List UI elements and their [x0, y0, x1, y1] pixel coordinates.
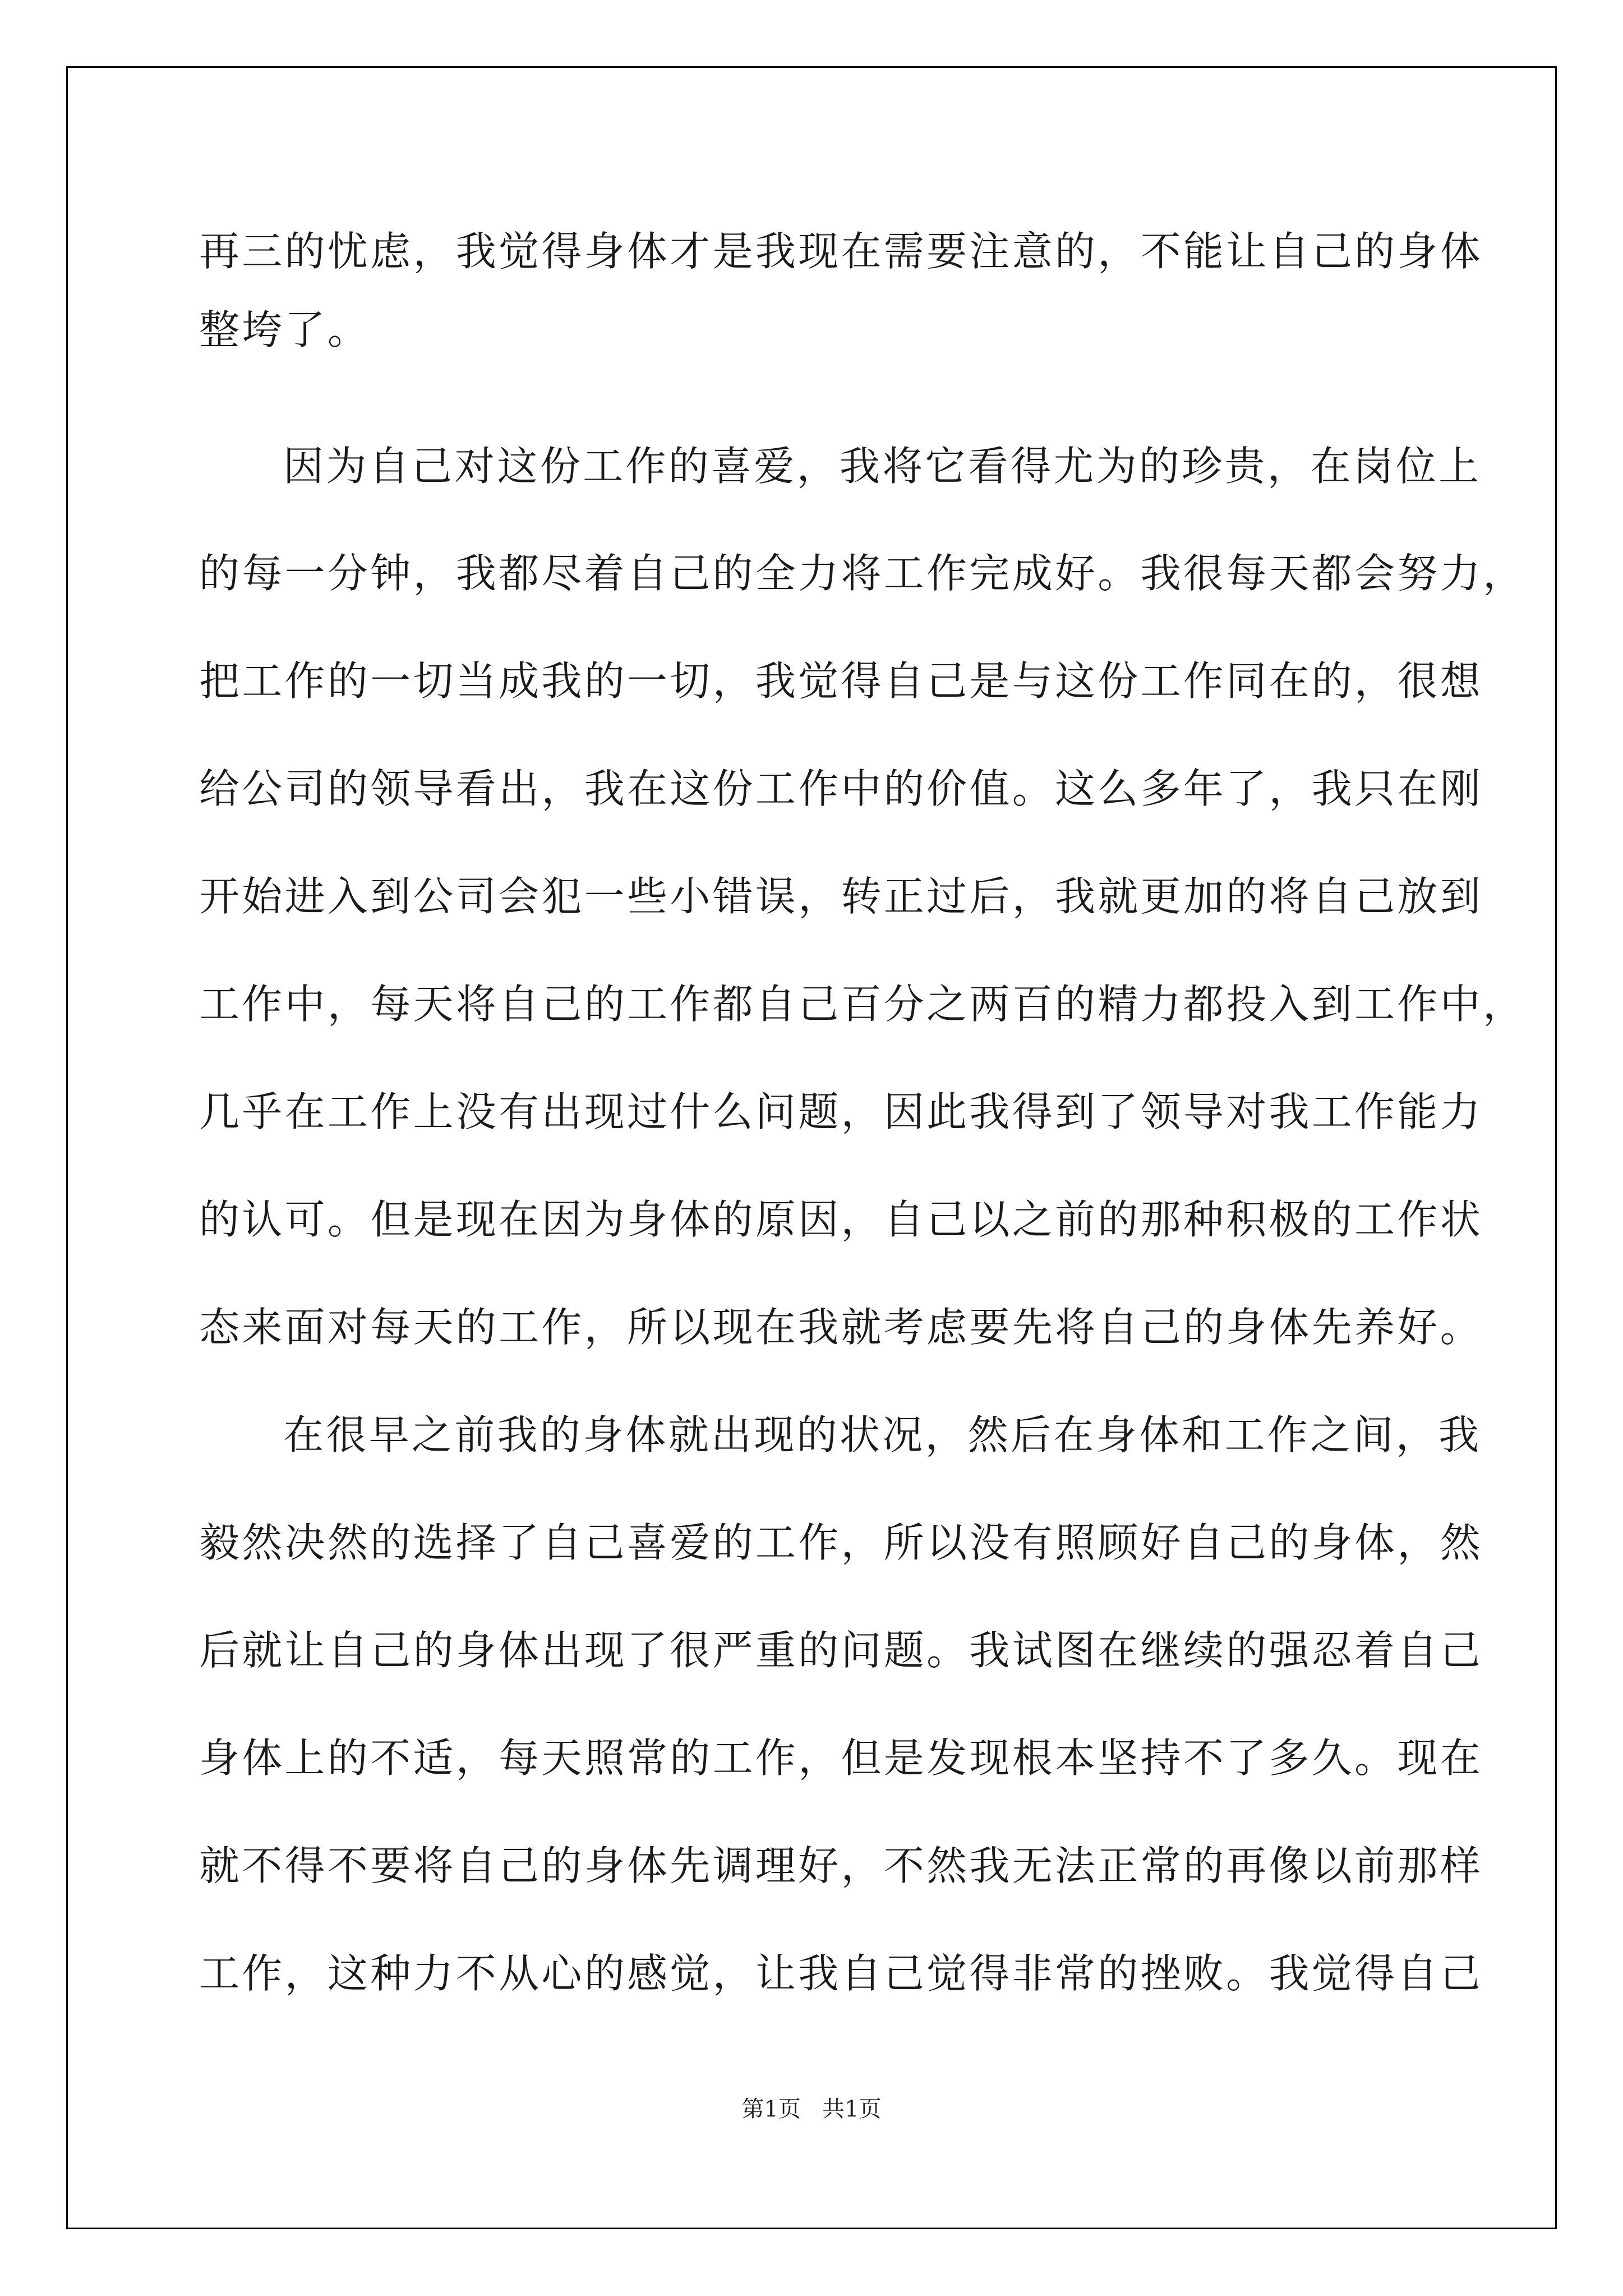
text-line: 整垮了。	[199, 306, 371, 353]
text-line: 的每一分钟，我都尽着自己的全力将工作完成好。我很每天都会努力，	[199, 550, 1526, 597]
page-border	[66, 66, 1557, 2229]
text-line: 态来面对每天的工作，所以现在我就考虑要先将自己的身体先养好。	[199, 1304, 1483, 1351]
text-line: 毅然决然的选择了自己喜爱的工作，所以没有照顾好自己的身体，然	[199, 1519, 1483, 1566]
text-line: 就不得不要将自己的身体先调理好，不然我无法正常的再像以前那样	[199, 1842, 1483, 1889]
text-line: 工作中，每天将自己的工作都自己百分之两百的精力都投入到工作中，	[199, 981, 1526, 1028]
text-line: 的认可。但是现在因为身体的原因，自己以之前的那种积极的工作状	[199, 1196, 1483, 1243]
page-number-footer: 第1页 共1页	[741, 2096, 882, 2122]
text-line: 再三的忧虑，我觉得身体才是我现在需要注意的，不能让自己的身体	[199, 228, 1483, 275]
text-line: 后就让自己的身体出现了很严重的问题。我试图在继续的强忍着自己	[199, 1627, 1483, 1674]
text-line: 因为自己对这份工作的喜爱，我将它看得尤为的珍贵，在岗位上	[283, 443, 1482, 490]
text-line: 开始进入到公司会犯一些小错误，转正过后，我就更加的将自己放到	[199, 873, 1483, 920]
text-line: 把工作的一切当成我的一切，我觉得自己是与这份工作同在的，很想	[199, 657, 1483, 705]
text-line: 给公司的领导看出，我在这份工作中的价值。这么多年了，我只在刚	[199, 765, 1483, 812]
text-line: 几乎在工作上没有出现过什么问题，因此我得到了领导对我工作能力	[199, 1088, 1483, 1135]
text-line: 在很早之前我的身体就出现的状况，然后在身体和工作之间，我	[283, 1411, 1482, 1458]
text-line: 工作，这种力不从心的感觉，让我自己觉得非常的挫败。我觉得自己	[199, 1950, 1483, 1997]
text-line: 身体上的不适，每天照常的工作，但是发现根本坚持不了多久。现在	[199, 1734, 1483, 1782]
